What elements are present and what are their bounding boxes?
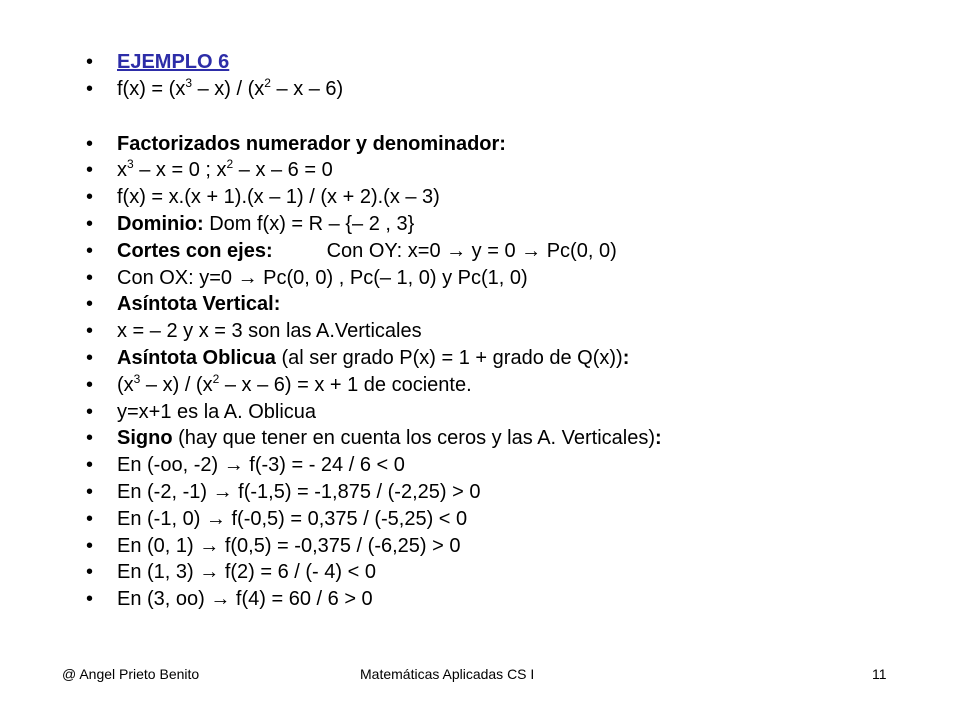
bullet-domain: • Dominio: Dom f(x) = R – {– 2 , 3} <box>86 211 946 238</box>
bullet-quotient: • $(x^3 - x) / (x^2 - x - 6) = x + 1$ de cociente. <box>86 372 946 399</box>
footer-course: Matemáticas Aplicadas CS I <box>360 666 535 682</box>
bullet-axis-cuts: • Cortes con ejes: Con OY: x=0 → y = 0 → Pc(0, 0) <box>86 238 946 265</box>
bullet-sign-interval-2: • En (-2, -1) → f(-1,5) = -1,875 / (-2,25) > 0 <box>86 479 946 506</box>
bullet-cuts-ox: • Con OX: y=0 → Pc(0, 0) , Pc(– 1, 0) y Pc(1, 0) <box>86 265 946 292</box>
bullet-sign-interval-5: • En (1, 3) → f(2) = 6 / (- 4) < 0 <box>86 559 946 586</box>
footer-page-number: 11 <box>872 666 887 682</box>
bullet-title <box>86 49 946 76</box>
bullet-factored-form: • f(x) = x.(x + 1).(x – 1) / (x + 2).(x – 3) <box>86 184 946 211</box>
bullet-factorization-heading: • Factorizados numerador y denominador: <box>86 131 946 158</box>
slide-title-link[interactable]: EJEMPLO 6 <box>117 51 230 73</box>
bullet-oblique-asymptote: • y=x+1 es la A. Oblicua <box>86 399 946 426</box>
bullet-spacer <box>86 103 946 131</box>
bullet-list <box>86 49 946 613</box>
bullet-oblique-asymptote-heading: • Asíntota Oblicua (al ser grado P(x) = 1 + grado de Q(x)): <box>86 345 946 372</box>
bullet-sign-interval-1: • En (-oo, -2) → f(-3) = - 24 / 6 < 0 <box>86 452 946 479</box>
bullet-function: • $f(x) = (x^3 - x) / (x^2 - x - 6)$ <box>86 76 946 103</box>
bullet-zeros: • $x^3 - x = 0$ ; $x^2 - x - 6 = 0$ <box>86 157 946 184</box>
bullet-vertical-asymptote-heading: • Asíntota Vertical: <box>86 291 946 318</box>
bullet-vertical-asymptotes: • x = – 2 y x = 3 son las A.Verticales <box>86 318 946 345</box>
bullet-sign-interval-6: • En (3, oo) → f(4) = 60 / 6 > 0 <box>86 586 946 613</box>
footer-author: @ Angel Prieto Benito <box>62 666 200 682</box>
bullet-sign-interval-3: • En (-1, 0) → f(-0,5) = 0,375 / (-5,25) < 0 <box>86 506 946 533</box>
bullet-sign-interval-4: • En (0, 1) → f(0,5) = -0,375 / (-6,25) > 0 <box>86 533 946 560</box>
bullet-sign-heading: • Signo (hay que tener en cuenta los ceros y las A. Verticales): <box>86 425 946 452</box>
